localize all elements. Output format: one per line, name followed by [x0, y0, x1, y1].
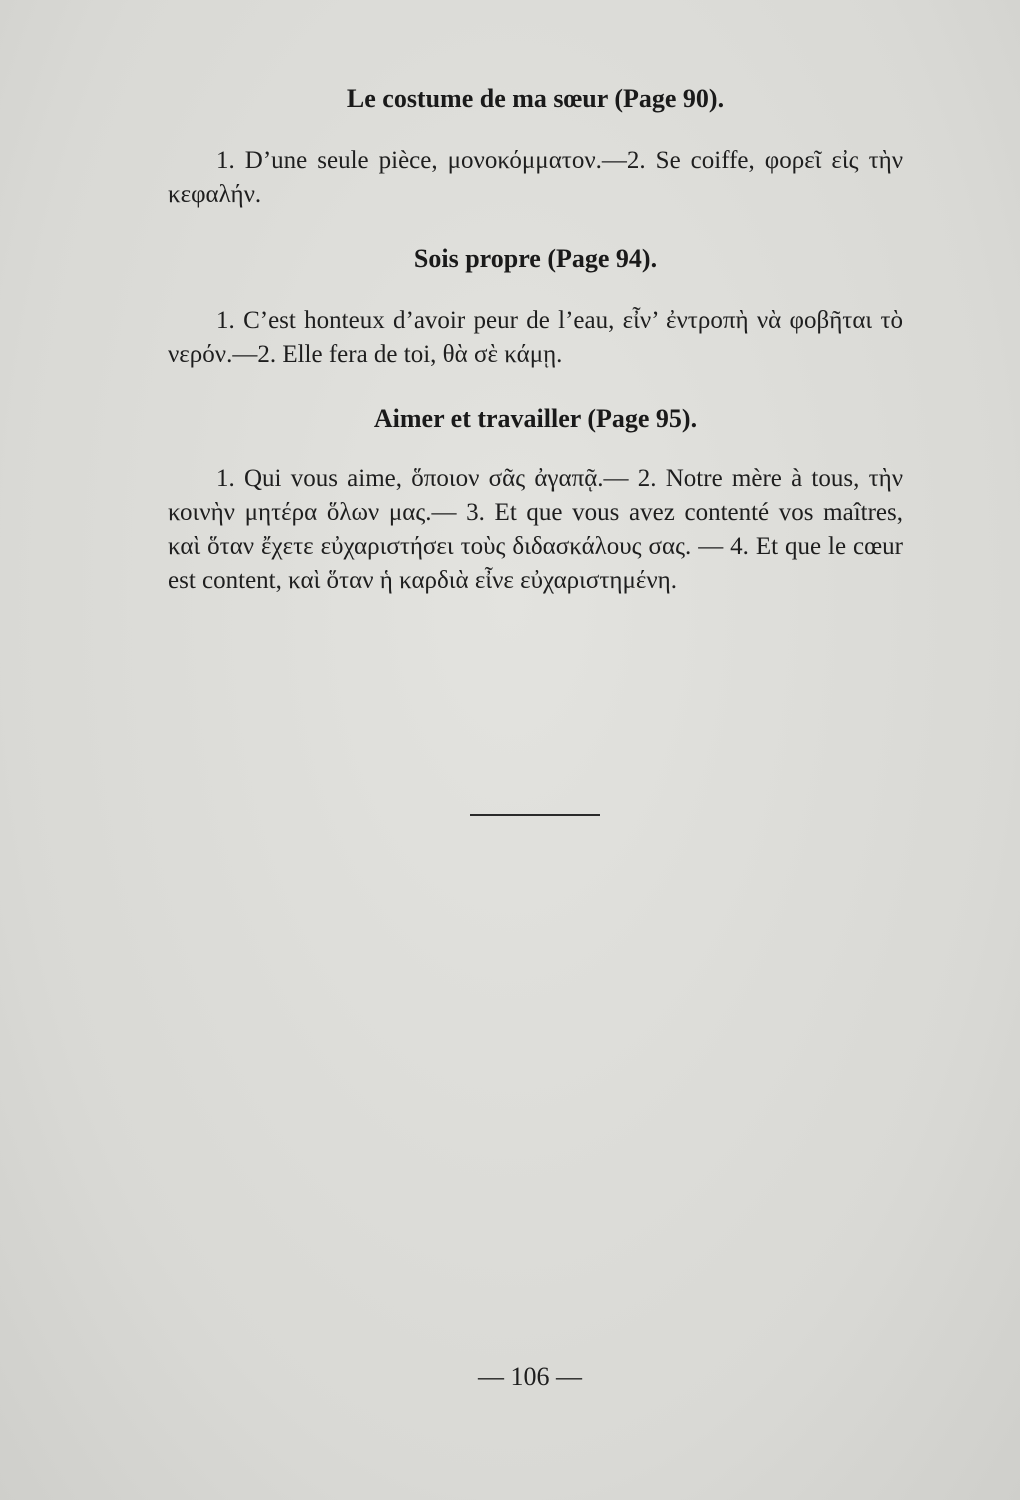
- page-content: [168, 82, 903, 598]
- section-title-text: Aimer et travailler: [373, 404, 581, 433]
- section-title-page-ref: (Page 94).: [540, 244, 658, 273]
- section-title-text: Le costume de ma sœur: [346, 84, 608, 113]
- section-title-page-ref: (Page 95).: [580, 404, 698, 433]
- section-title-text: Sois propre: [413, 244, 541, 273]
- page-number: — 106 —: [478, 1362, 582, 1391]
- section-title-propre: [168, 242, 903, 276]
- section-title-aimer: [168, 402, 903, 436]
- section-title-costume: [168, 82, 903, 116]
- divider-rule: [470, 814, 600, 816]
- section-title-page-ref: (Page 90).: [607, 84, 725, 113]
- section-text-costume: 1. D’une seule pièce, μονοκόμματον.—2. Se coiffe, φορεῖ εἰς τὴν κεφαλήν.: [168, 147, 903, 208]
- section-text-propre: 1. C’est honteux d’avoir peur de l’eau, εἶν’ ἐντροπὴ νὰ φοβῆται τὸ νερόν.—2. Elle fera de toi, θὰ σὲ κάμῃ.: [168, 307, 903, 368]
- section-text-aimer: 1. Qui vous aime, ὅποιον σᾶς ἀγαπᾷ.— 2. Notre mère à tous, τὴν κοινὴν μητέρα ὅλων μας.— 3. Et que vous avez contenté vos maîtres, καὶ ὅταν ἔχετε εὐχαριστήσει τοὺς διδασκάλους σας. — 4. Et que le cœur est content, καὶ ὅταν ἡ καρδιὰ εἶνε εὐχαριστημένη.: [168, 465, 903, 594]
